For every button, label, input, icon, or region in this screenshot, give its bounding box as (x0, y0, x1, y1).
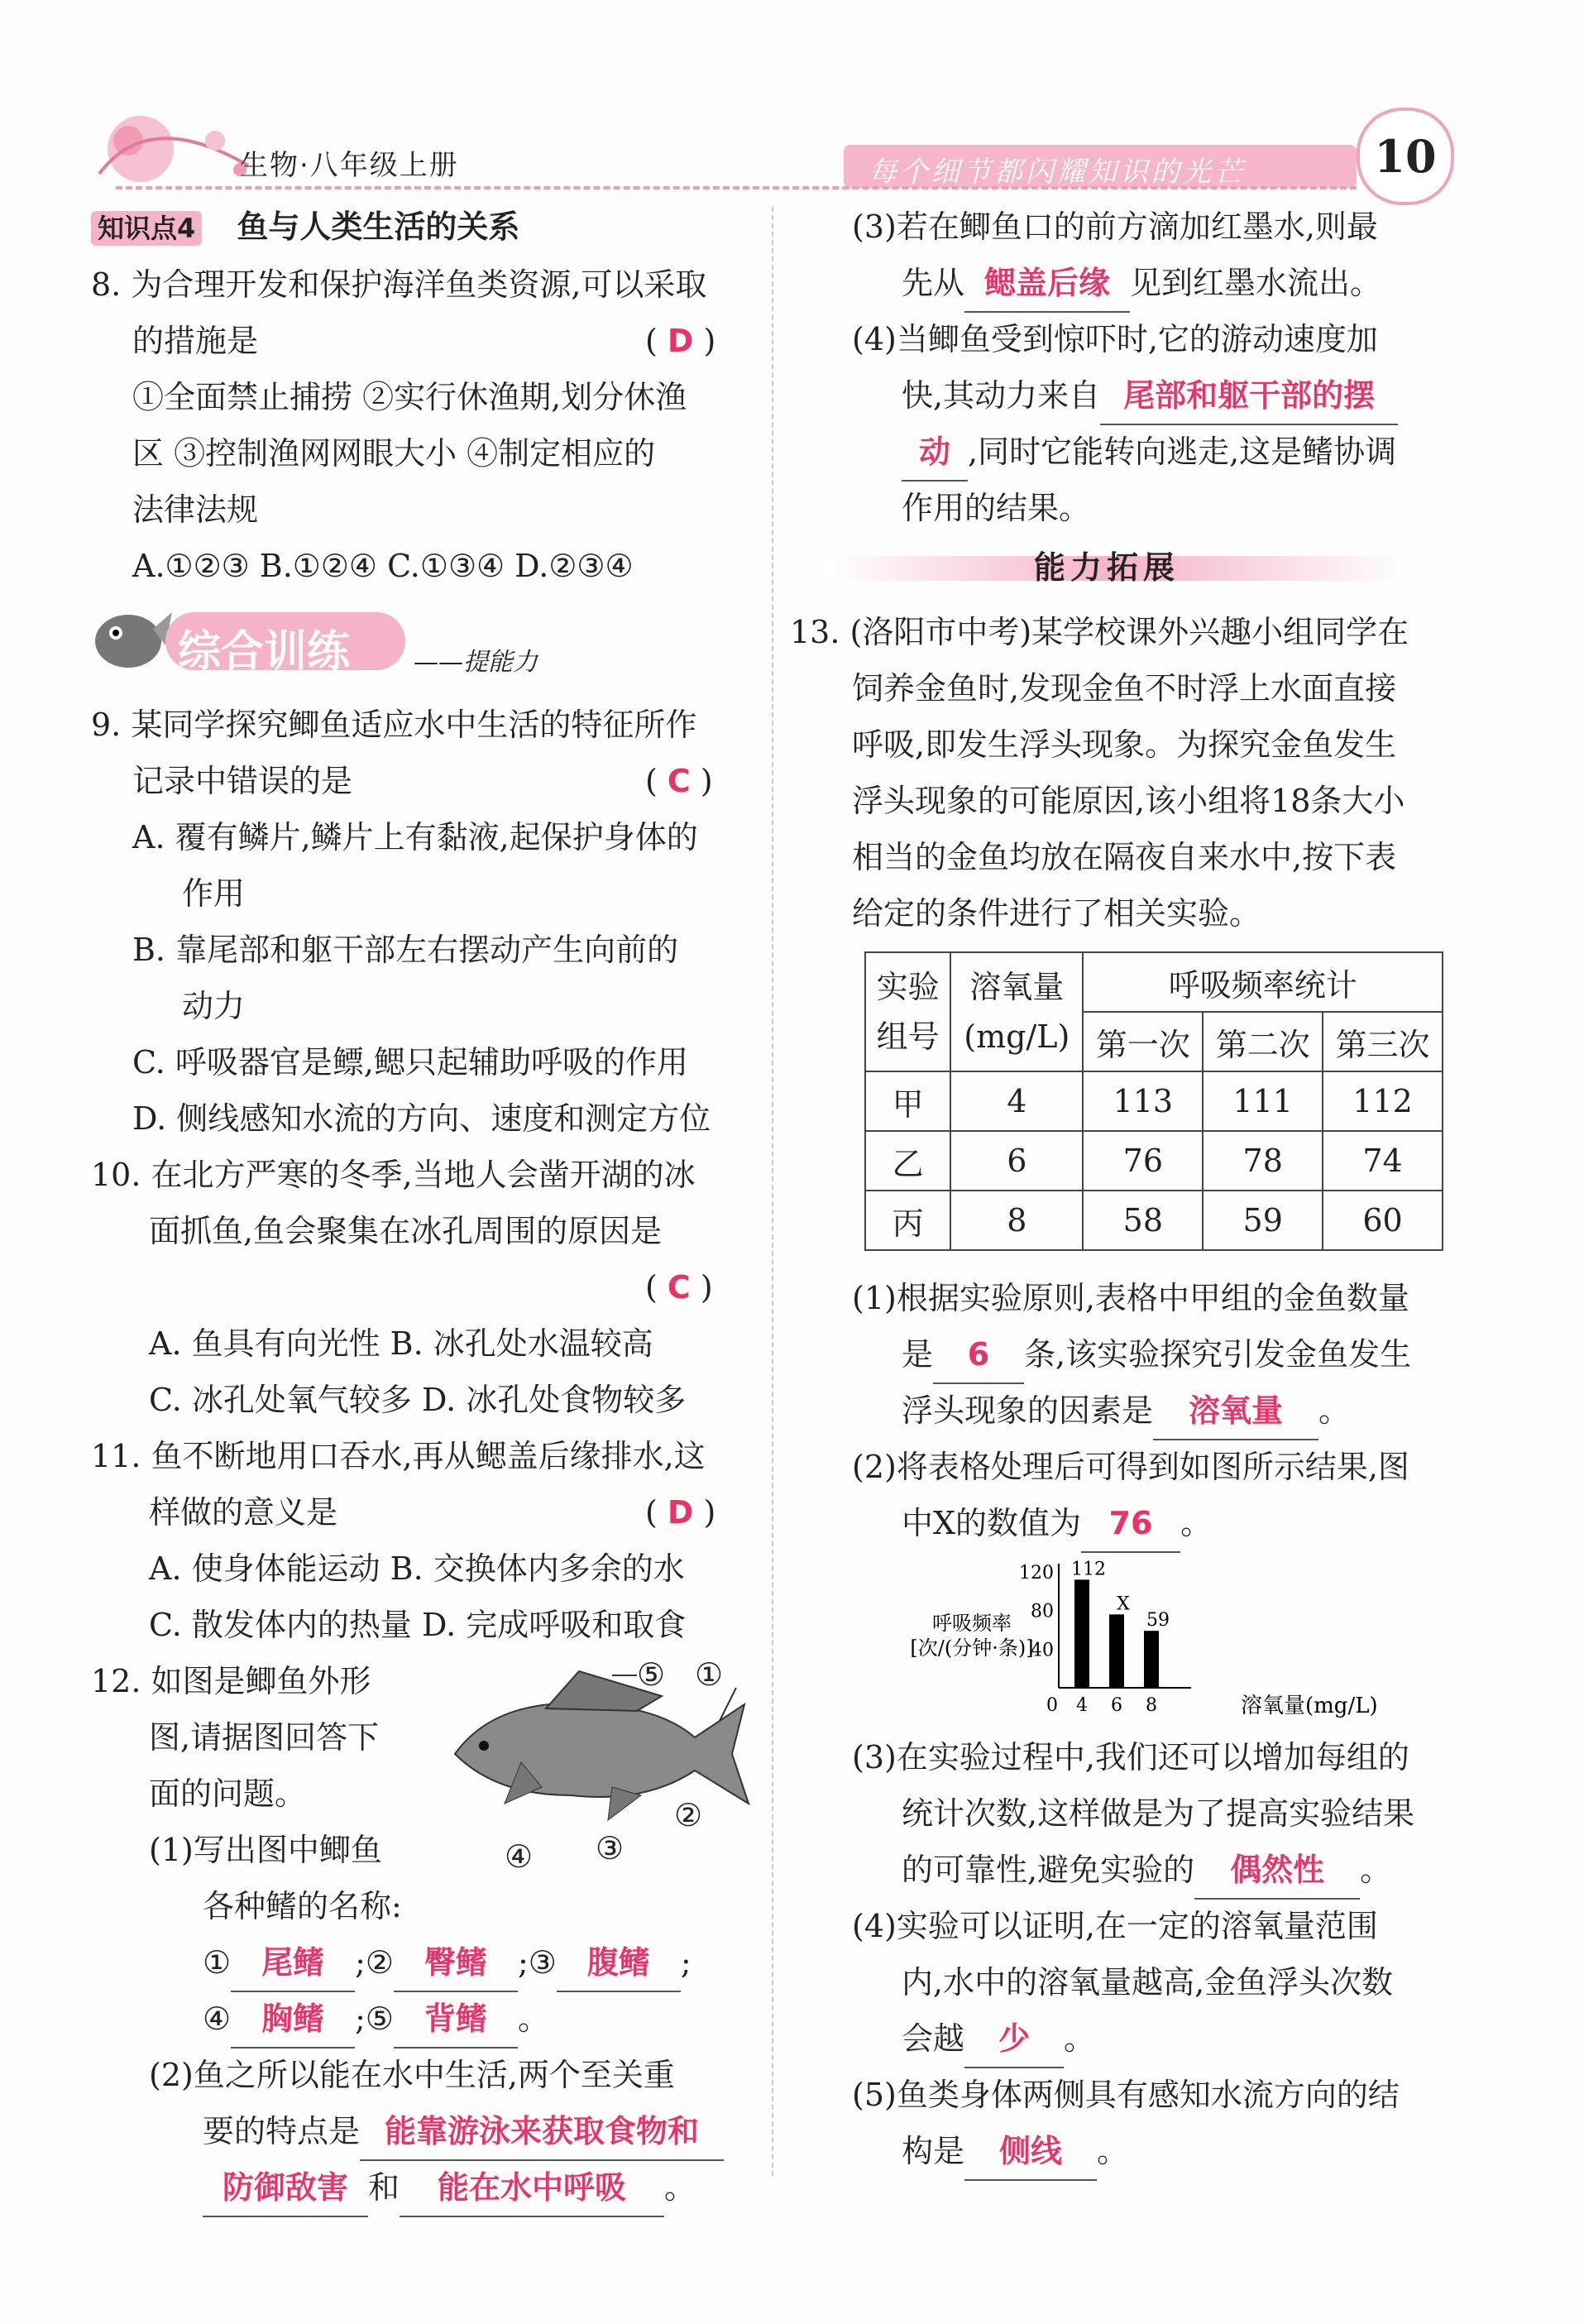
q13-part1-c: 浮头现象的因素是 溶氧量 。 (902, 1382, 1350, 1440)
fish-label-2: ② (674, 1797, 703, 1833)
chart-ytick-label: 120 (1019, 1563, 1054, 1584)
q10-answer: ( C ) (645, 1269, 713, 1306)
q8-opt3: 法律法规 (132, 491, 259, 528)
q11-stem1: 11. 鱼不断地用口吞水,再从鳃盖后缘排水,这 (91, 1438, 706, 1474)
q8-stem2: 的措施是 (132, 323, 259, 359)
q13-part3-b: 统计次数,这样做是为了提高实验结果 (902, 1795, 1415, 1832)
q9-option-c: C. 呼吸器官是鳔,鳃只起辅助呼吸的作用 (132, 1044, 688, 1081)
q11-options-cd: C. 散发体内的热量 D. 完成呼吸和取食 (149, 1607, 687, 1643)
q13-line6: 给定的条件进行了相关实验。 (852, 895, 1261, 932)
chart-xtick-label: 4 (1076, 1695, 1088, 1716)
q8-choices: A.①②③ B.①②④ C.①③④ D.②③④ (132, 548, 634, 584)
q11-options-ab: A. 使身体能运动 B. 交换体内多余的水 (149, 1550, 685, 1587)
goldfish-mascot-icon (83, 596, 174, 678)
q13-part3-c: 的可靠性,避免实验的 偶然性 。 (902, 1842, 1391, 1900)
q13-part3-a: (3)在实验过程中,我们还可以增加每组的 (852, 1739, 1409, 1775)
q12-part2-a: (2)鱼之所以能在水中生活,两个至关重 (149, 2057, 675, 2093)
q12-stem3: 面的问题。 (149, 1775, 307, 1812)
chart-bar (1109, 1614, 1124, 1688)
chart-data-label: 59 (1146, 1610, 1170, 1632)
chart-ylabel-2: [次/(分钟·条)] (910, 1636, 1034, 1660)
chart-xlabel: 溶氧量(mg/L) (1241, 1694, 1378, 1718)
table-row: 乙 6 76 78 74 (865, 1131, 1443, 1191)
table-row: 甲 4 113 111 112 (865, 1071, 1443, 1131)
q12-part3-b: 先从 鳃盖后缘 见到红墨水流出。 (902, 255, 1381, 313)
th-group: 实验 组号 (865, 952, 950, 1071)
q13-part1-a: (1)根据实验原则,表格中甲组的金鱼数量 (852, 1280, 1409, 1316)
motto-text: 每个细节都闪耀知识的光芒 (869, 156, 1246, 189)
chart-xtick-label: 8 (1146, 1695, 1157, 1716)
q13-line2: 饲养金鱼时,发现金鱼不时浮上水面直接 (852, 670, 1397, 707)
q13-part4-b: 内,水中的溶氧量越高,金鱼浮头次数 (902, 1964, 1394, 2001)
chart-bar (1074, 1579, 1089, 1688)
chart-xtick-label: 6 (1111, 1695, 1122, 1716)
chart-bar (1144, 1631, 1159, 1688)
q9-stem1: 9. 某同学探究鲫鱼适应水中生活的特征所作 (91, 707, 697, 743)
chart-ytick-label: 80 (1031, 1601, 1054, 1622)
respiration-chart (893, 1551, 1423, 1725)
q12-part1-b: 各种鳍的名称: (203, 1888, 402, 1924)
chart-origin-label: 0 (1046, 1695, 1058, 1716)
q9-option-a-cont: 作用 (182, 875, 246, 912)
q10-options-cd: C. 冰孔处氧气较多 D. 冰孔处食物较多 (149, 1382, 687, 1418)
q13-part2-a: (2)将表格处理后可得到如图所示结果,图 (852, 1449, 1409, 1485)
q13-line4: 浮头现象的可能原因,该小组将18条大小 (852, 783, 1405, 819)
q9-option-a: A. 覆有鳞片,鳞片上有黏液,起保护身体的 (132, 819, 698, 855)
q8-answer: ( D ) (645, 323, 716, 359)
th-count1: 第一次 (1083, 1012, 1203, 1071)
chart-data-label: X (1117, 1593, 1130, 1615)
subject-title: 生物·八年级上册 (240, 149, 459, 182)
fish-label-1: ① (695, 1656, 724, 1693)
knowledge-point-heading (91, 199, 519, 256)
chart-data-label: 112 (1071, 1559, 1106, 1580)
q12-part4-a: (4)当鲫鱼受到惊吓时,它的游动速度加 (852, 321, 1378, 357)
chart-ytick-label: 40 (1031, 1640, 1054, 1661)
q12-part4-c: 动 ,同时它能转向逃走,这是鳍协调 (902, 424, 1396, 482)
q9-answer: ( C ) (645, 763, 713, 799)
q11-stem2: 样做的意义是 (149, 1494, 338, 1531)
fish-label-4: ④ (505, 1838, 534, 1875)
q10-options-ab: A. 鱼具有向光性 B. 冰孔处水温较高 (149, 1325, 653, 1362)
q13-part5-a: (5)鱼类身体两侧具有感知水流方向的结 (852, 2077, 1400, 2113)
chart-ylabel-1: 呼吸频率 (932, 1612, 1012, 1635)
q13-line1: 13. (洛阳市中考)某学校课外兴趣小组同学在 (790, 614, 1409, 650)
q13-part5-b: 构是 侧线 。 (902, 2123, 1128, 2181)
q12-part2-c: 防御敌害 和 能在水中呼吸 。 (203, 2159, 696, 2217)
q13-part1-b: 是 6 条,该实验探究引发金鱼发生 (902, 1326, 1411, 1384)
q9-stem2: 记录中错误的是 (132, 763, 353, 799)
q8-stem1: 8. 为合理开发和保护海洋鱼类资源,可以采取 (91, 266, 707, 303)
section-subtitle: ——提能力 (414, 648, 538, 677)
kp-title: 鱼与人类生活的关系 (237, 208, 520, 245)
q13-part4-c: 会越 少 。 (902, 2010, 1095, 2068)
th-count3: 第三次 (1323, 1012, 1443, 1071)
header-divider (116, 186, 1357, 189)
experiment-table (864, 951, 1443, 1251)
q10-stem2: 面抓鱼,鱼会聚集在冰孔周围的原因是 (149, 1213, 663, 1249)
q8-opt2: 区 ③控制渔网网眼大小 ④制定相应的 (132, 435, 656, 472)
q12-stem1: 12. 如图是鲫鱼外形 (91, 1663, 371, 1699)
q12-fin-names-row2: ④ 胸鳍 ;⑤ 背鳍 。 (203, 1991, 549, 2048)
q12-fin-names-row1: ① 尾鳍 ;② 臀鳍 ;③ 腹鳍 ; (203, 1934, 692, 1992)
q12-part1-a: (1)写出图中鲫鱼 (149, 1832, 382, 1868)
q11-answer: ( D ) (645, 1494, 716, 1531)
q12-part3-a: (3)若在鲫鱼口的前方滴加红墨水,则最 (852, 208, 1378, 245)
q8-opt1: ①全面禁止捕捞 ②实行休渔期,划分休渔 (132, 379, 687, 415)
th-oxygen: 溶氧量 (mg/L) (950, 952, 1083, 1071)
extension-title: 能力拓展 (1034, 549, 1180, 586)
q13-part2-b: 中X的数值为 76 。 (902, 1495, 1212, 1553)
fish-label-3: ③ (596, 1830, 625, 1866)
q13-line3: 呼吸,即发生浮头现象。为探究金鱼发生 (852, 726, 1397, 763)
fish-label-5: ⑤ (637, 1656, 666, 1693)
q12-part4-b: 快,其动力来自 尾部和躯干部的摆 (902, 367, 1398, 425)
q10-stem1: 10. 在北方严寒的冬季,当地人会凿开湖的冰 (91, 1157, 696, 1193)
q13-part4-a: (4)实验可以证明,在一定的溶氧量范围 (852, 1908, 1378, 1944)
q12-part2-b: 要的特点是 能靠游泳来获取食物和 (203, 2103, 724, 2161)
q9-option-b-cont: 动力 (182, 988, 246, 1024)
q12-stem2: 图,请据图回答下 (149, 1719, 380, 1756)
q9-option-d: D. 侧线感知水流的方向、速度和测定方位 (132, 1100, 711, 1137)
th-stat: 呼吸频率统计 (1083, 952, 1443, 1012)
q12-part4-d: 作用的结果。 (902, 490, 1091, 526)
column-divider (772, 207, 773, 2176)
th-count2: 第二次 (1203, 1012, 1323, 1071)
page-number: 10 (1357, 108, 1454, 205)
q13-line5: 相当的金鱼均放在隔夜自来水中,按下表 (852, 839, 1397, 875)
q9-option-b: B. 靠尾部和躯干部左右摆动产生向前的 (132, 932, 679, 968)
table-row: 丙 8 58 59 60 (865, 1191, 1443, 1250)
section-title: 综合训练 (178, 627, 351, 677)
kp-badge: 知识点4 (91, 211, 202, 246)
